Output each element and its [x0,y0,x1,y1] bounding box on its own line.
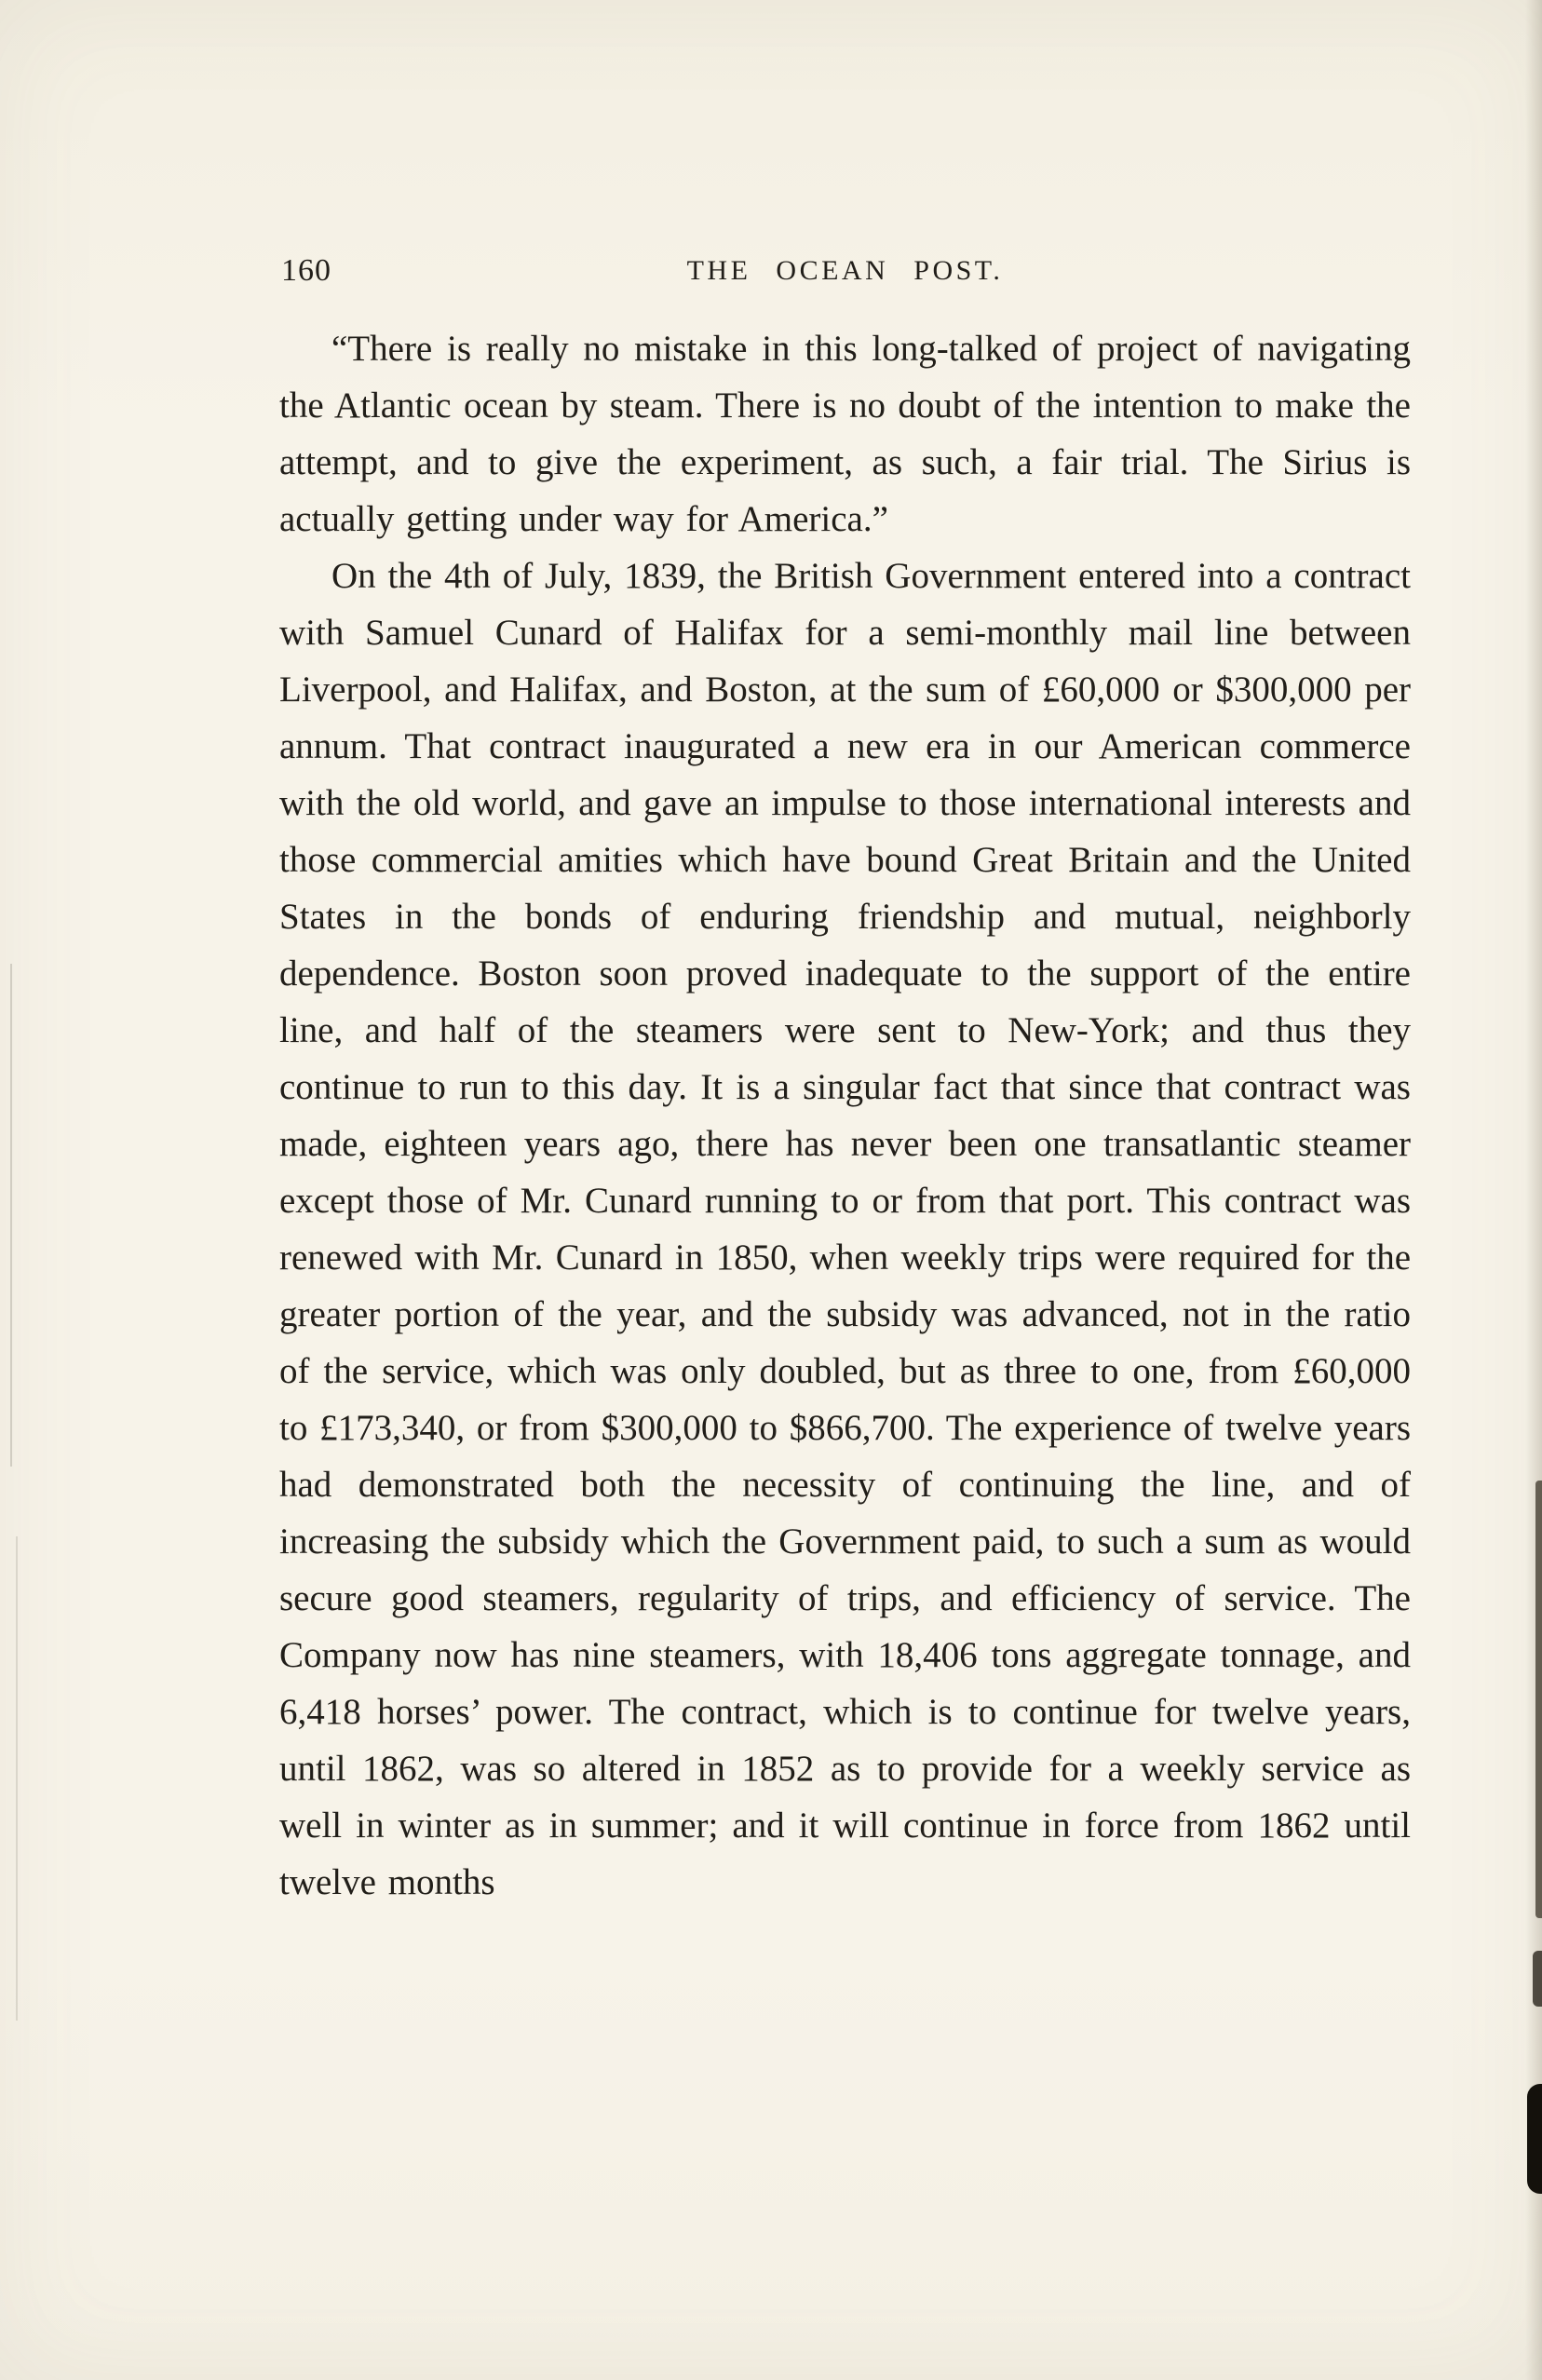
scan-artifact-streak [1535,1481,1542,1918]
running-title: THE OCEAN POST. [686,255,1004,286]
page-content [279,253,1411,1911]
body-text [279,320,1411,1911]
scan-artifact-blob [1527,2084,1542,2194]
scan-artifact-spot [1533,1951,1542,2007]
running-head [279,253,1411,294]
paragraph: “There is really no mistake in this long-talked of project of navigating the Atlantic ocean by steam. There is no doubt of the intention to make the attempt, and to give the experiment, as such, a fair trial. The Sirius is actually getting under way for America.” [279,329,1411,539]
scan-edge-shadow [1525,0,1542,2380]
scan-artifact-left-line [16,1536,18,2021]
page-number: 160 [281,253,331,288]
paragraph: On the 4th of July, 1839, the British Government entered into a contract with Samuel Cunard of Halifax for a semi-monthly mail line between Liverpool, and Halifax, and Boston, at the sum of £60,000 or $300,000 per annum. That contract inaugurated a new era in our American commerce with the old world, and gave an impulse to those international interests and those commercial amities which have bound Great Britain and the United States in the bonds of enduring friendship and mutual, neighborly dependence. Boston soon proved inadequate to the support of the entire line, and half of the steamers were sent to New-York; and thus they continue to run to this day. It is a singular fact that since that contract was made, eighteen years ago, there has never been one transatlantic steamer except those of Mr. Cunard running to or from that port. This contract was renewed with Mr. Cunard in 1850, when weekly trips were required for the greater portion of the year, and the subsidy was advanced, not in the ratio of the service, which was only doubled, but as three to one, from £60,000 to £173,340, or from $300,000 to $866,700. The experience of twelve years had demonstrated both the necessity of continuing the line, and of increasing the subsidy which the Government paid, to such a sum as would secure good steamers, regularity of trips, and efficiency of service. The Company now has nine steamers, with 18,406 tons aggregate tonnage, and 6,418 horses’ power. The contract, which is to continue for twelve years, until 1862, was so altered in 1852 as to provide for a weekly service as well in winter as in summer; and it will continue in force from 1862 until twelve months [279,556,1411,1902]
scan-artifact-left-line [10,964,12,1467]
